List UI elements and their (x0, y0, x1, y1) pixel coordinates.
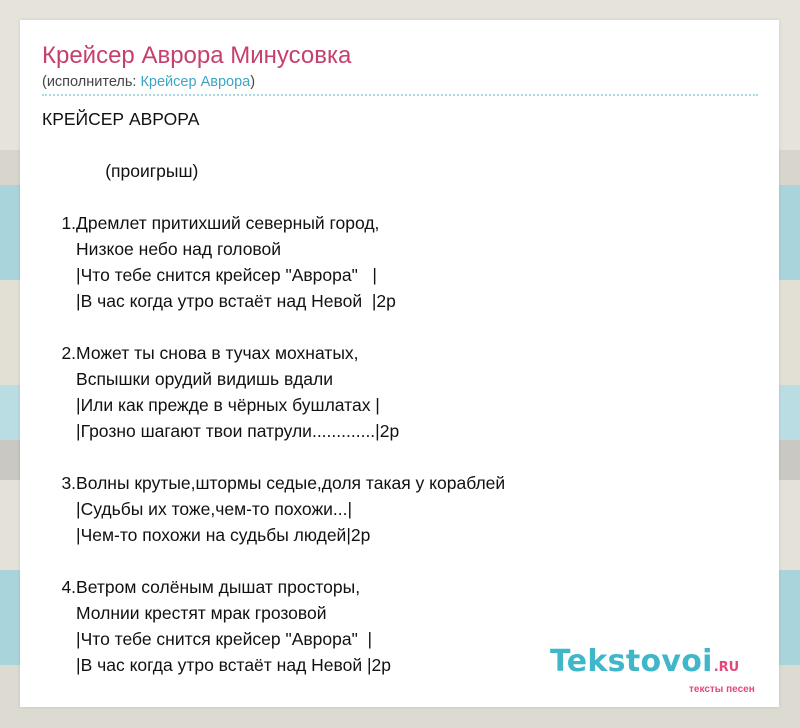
lyrics-line (42, 132, 505, 158)
artist-prefix: (исполнитель: (42, 74, 141, 90)
lyrics-text (42, 106, 505, 678)
logo-main-text: Tekstovoi (550, 644, 713, 679)
lyrics-line: |В час когда утро встаёт над Невой |2р (42, 291, 396, 311)
lyrics-line: |Что тебе снится крейсер "Аврора" | (42, 629, 373, 649)
lyrics-card (20, 20, 779, 707)
lyrics-line (42, 444, 505, 470)
lyrics-line: |В час когда утро встаёт над Невой |2р (42, 655, 391, 675)
lyrics-line: КРЕЙСЕР АВРОРА (42, 109, 200, 129)
lyrics-line: 1.Дремлет притихший северный город, (42, 213, 380, 233)
page-title: Крейсер Аврора Минусовка (42, 42, 352, 69)
lyrics-line: |Судьбы их тоже,чем-то похожи...| (42, 499, 353, 519)
lyrics-line: Низкое небо над головой (42, 239, 282, 259)
lyrics-line: |Грозно шагают твои патрули.............|2р (42, 421, 400, 441)
lyrics-line: |Чем-то похожи на судьбы людей|2р (42, 525, 371, 545)
lyrics-line: 3.Волны крутые,штормы седые,доля такая у кораблей (42, 473, 506, 493)
artist-suffix: ) (250, 74, 256, 90)
lyrics-line: Вспышки орудий видишь вдали (42, 369, 334, 389)
lyrics-line (42, 548, 505, 574)
artist-line (42, 74, 255, 90)
lyrics-line (42, 184, 505, 210)
lyrics-line: 2.Может ты снова в тучах мохнатых, (42, 343, 359, 363)
lyrics-line: Молнии крестят мрак грозовой (42, 603, 327, 623)
title-divider (42, 94, 758, 96)
logo-tagline: тексты песен (689, 684, 755, 695)
artist-link[interactable]: Крейсер Аврора (140, 74, 251, 90)
lyrics-line: |Что тебе снится крейсер "Аврора" | (42, 265, 377, 285)
lyrics-line: |Или как прежде в чёрных бушлатах | (42, 395, 380, 415)
site-logo[interactable] (550, 644, 755, 695)
lyrics-line: 4.Ветром солёным дышат просторы, (42, 577, 361, 597)
lyrics-line (42, 314, 505, 340)
logo-suffix: .RU (713, 660, 740, 675)
lyrics-line: (проигрыш) (42, 161, 199, 181)
